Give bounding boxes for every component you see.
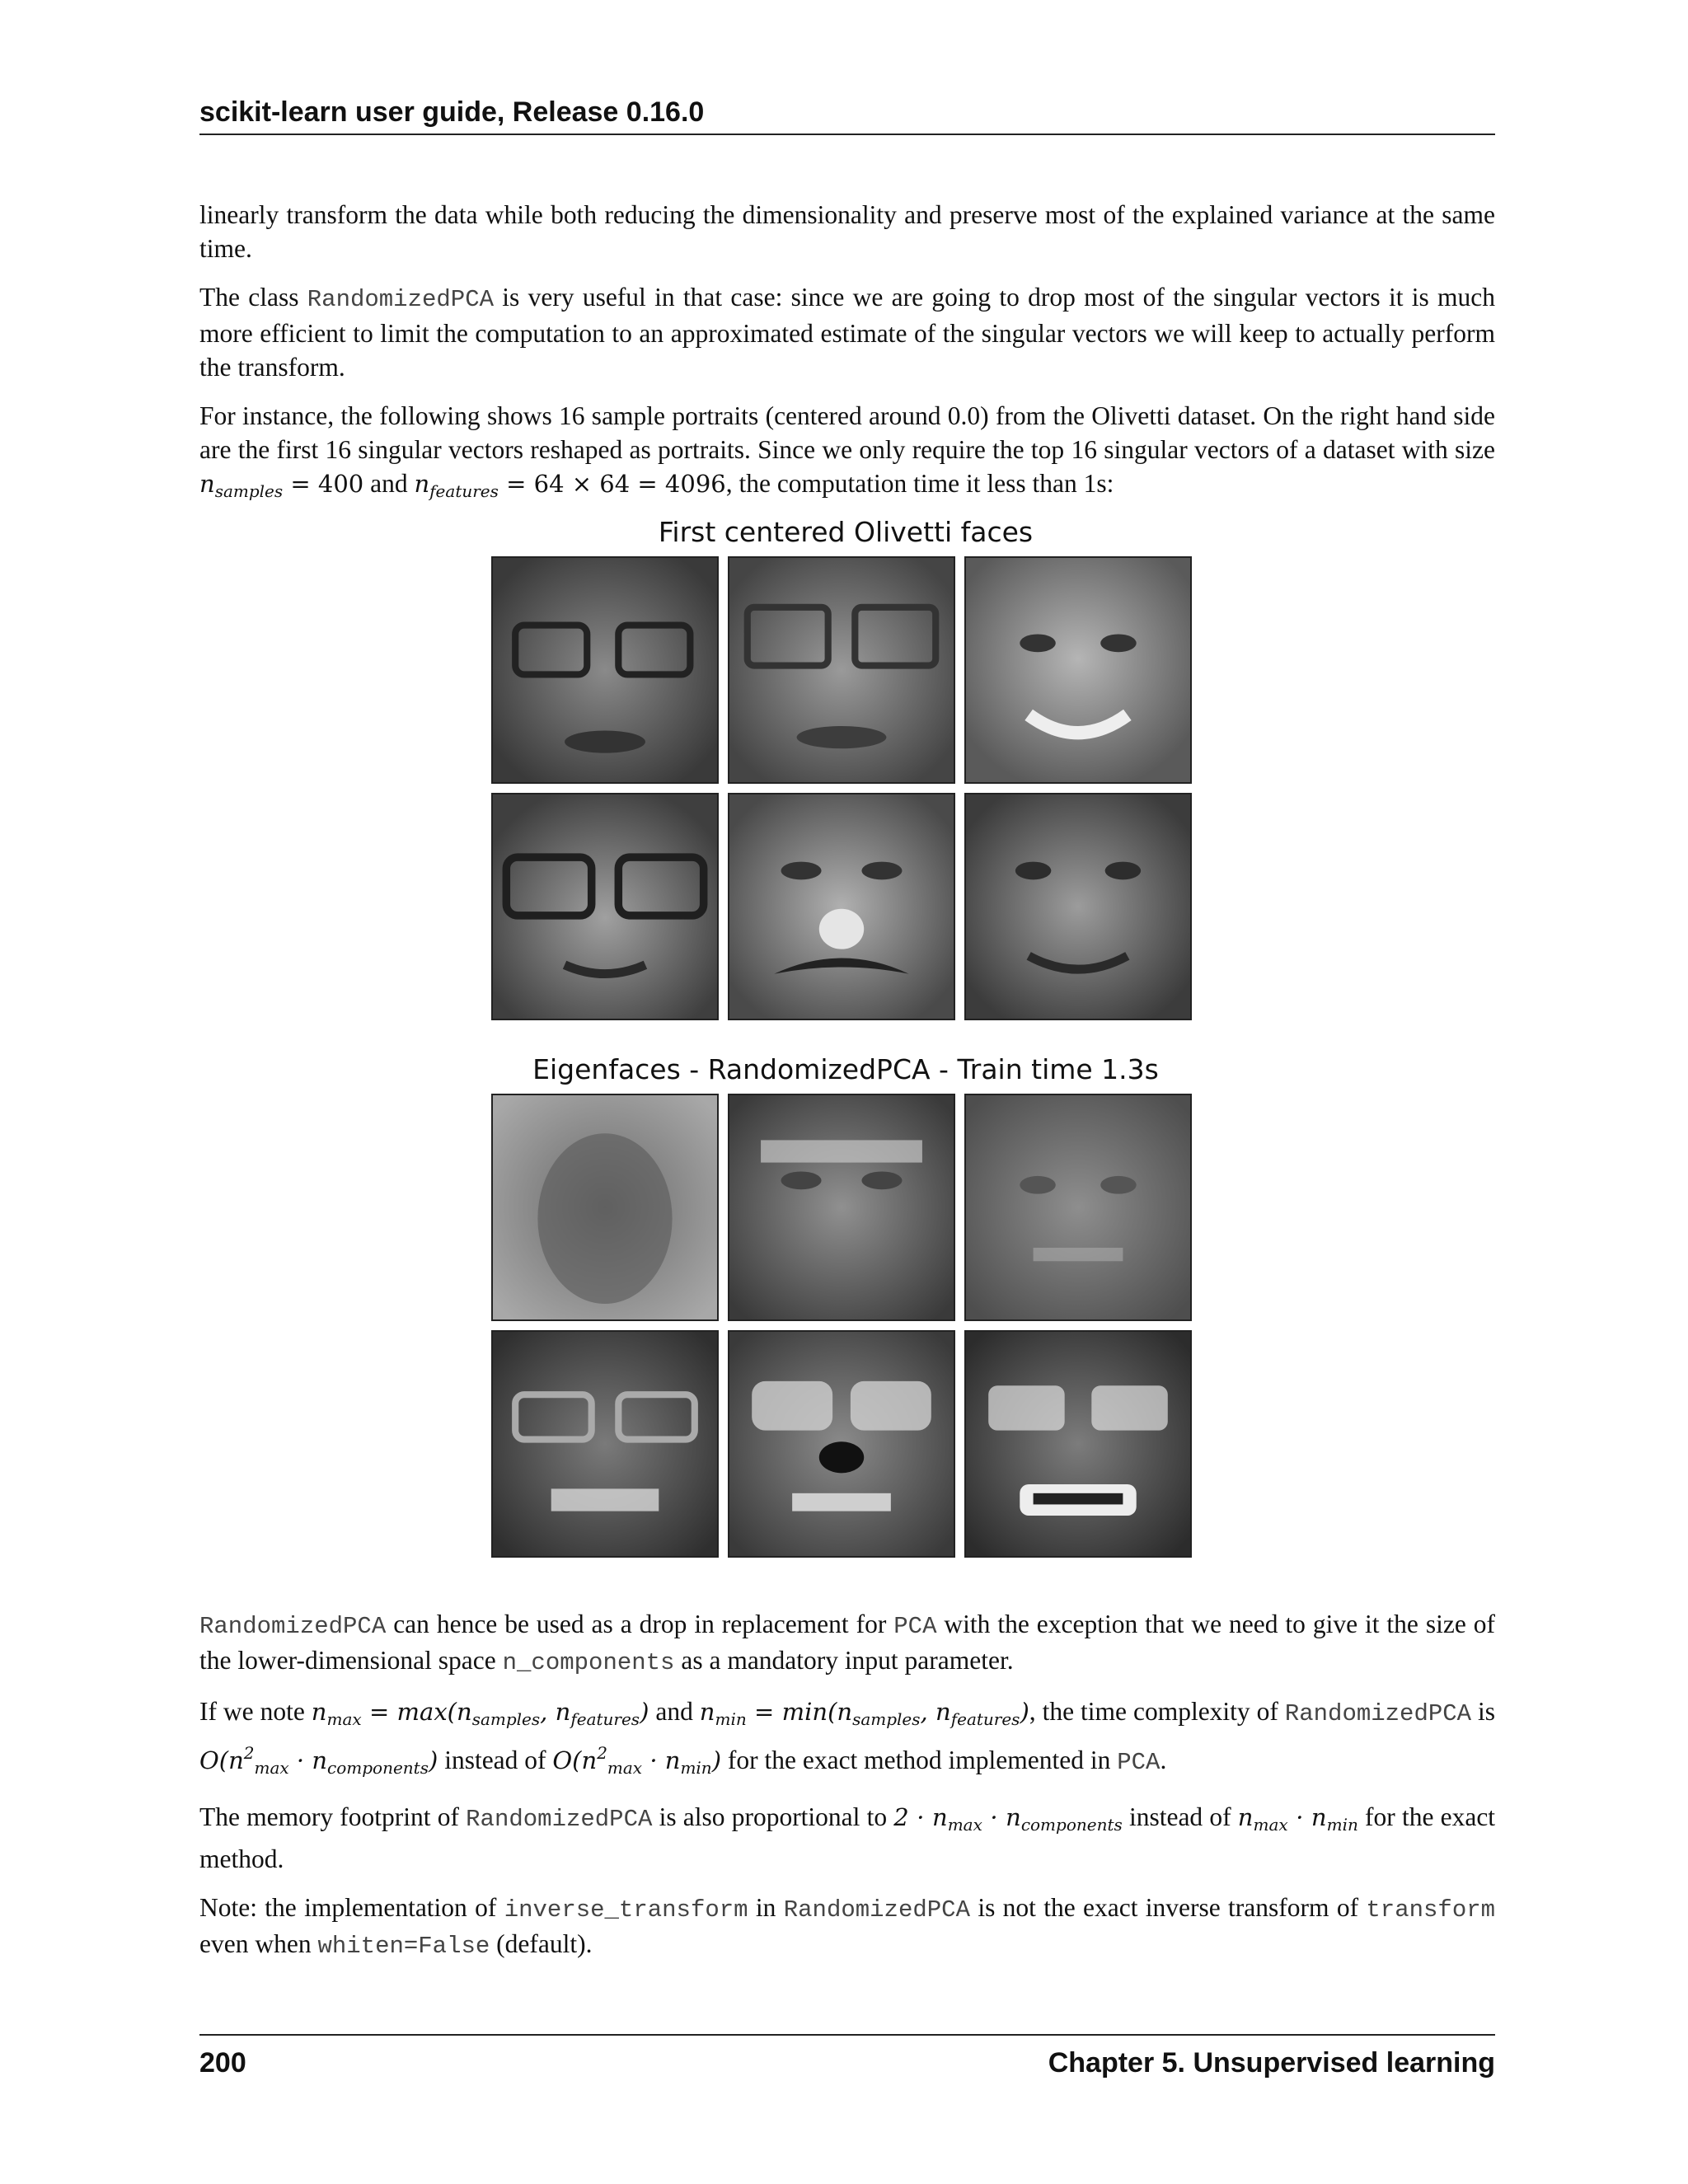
- math-n-features: $n_{features} = 64 \times 64 = 4096$: [414, 470, 726, 501]
- code-randomizedpca: RandomizedPCA: [307, 286, 495, 313]
- olivetti-faces-grid: [491, 556, 1200, 1020]
- math-n-samples: $n_{samples} = 400$: [199, 470, 364, 501]
- eigenface-image: [491, 1094, 719, 1321]
- paragraph-3: For instance, the following shows 16 sample portraits (centered around 0.0) from the Olivetti dataset. On the right hand side are the first 16 singular vectors reshaped as portraits. Since we only require the top 16 singular vectors of a dataset with size $n_{samples} = 400$ and $n_{features} = 64 \times 64 = 4096$, the computation time it less than 1s:: [199, 401, 1495, 501]
- paragraph-2: The class RandomizedPCA is very useful in that case: since we are going to drop most of the singular vectors it is much more efficient to limit the computation to an approximated estimate of the singular vectors we will keep to actually perform the transform.: [199, 283, 1495, 382]
- page-header: [199, 91, 1495, 135]
- eigenface-image: [491, 1330, 719, 1558]
- face-image: [491, 556, 719, 784]
- face-image: [491, 793, 719, 1020]
- page-footer: [199, 2034, 1495, 2079]
- paragraph-6: The memory footprint of RandomizedPCA is also proportional to $2 \cdot n_{max} \cdot n_{components}$ instead of $n_{max} \cdot n_{min}$ for the exact method.: [199, 1802, 1496, 1873]
- figure-1-title: First centered Olivetti faces: [658, 516, 1034, 548]
- eigenface-image: [964, 1330, 1192, 1558]
- figure-2-title: Eigenfaces - RandomizedPCA - Train time 1.3s: [532, 1053, 1159, 1085]
- face-image: [964, 556, 1192, 784]
- page-number: 200: [199, 2047, 246, 2079]
- paragraph-5: If we note $n_{max} = \max(n_{samples}$, $n_{features}$) and $n_{min} = \min(n_{samples}$, $n_{features}$), the time complexity of RandomizedPCA is $O(n^2_{max} \cdot n_{components})$ instead of $O(n^2_{max} \cdot n_{min})$ for the exact method implemented in PCA.: [199, 1697, 1496, 1778]
- face-image: [728, 556, 955, 784]
- discussion-text: [199, 1607, 1495, 1978]
- face-image: [728, 793, 955, 1020]
- eigenfaces-grid: [491, 1094, 1200, 1558]
- eigenface-image: [728, 1330, 955, 1558]
- paragraph-1: linearly transform the data while both reducing the dimensionality and preserve most of the explained variance at the same time.: [199, 200, 1495, 263]
- face-image: [964, 793, 1192, 1020]
- intro-text: [199, 198, 1495, 523]
- chapter-title: Chapter 5. Unsupervised learning: [1048, 2047, 1495, 2079]
- paragraph-4: RandomizedPCA can hence be used as a drop in replacement for PCA with the exception that we need to give it the size of the lower-dimensional space n_components as a mandatory input parameter.: [199, 1610, 1495, 1676]
- eigenface-image: [728, 1094, 955, 1321]
- eigenface-image: [964, 1094, 1192, 1321]
- paragraph-7: Note: the implementation of inverse_transform in RandomizedPCA is not the exact inverse transform of transform even when whiten=False (default).: [199, 1893, 1496, 1960]
- running-title: scikit-learn user guide, Release 0.16.0: [199, 96, 705, 128]
